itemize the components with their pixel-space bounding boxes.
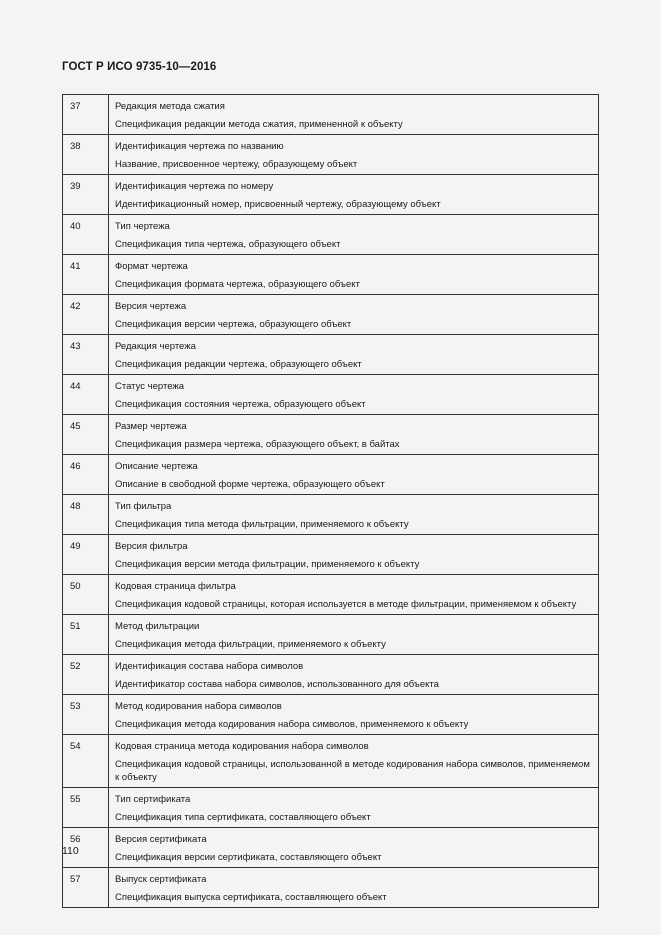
- row-title: Размер чертежа: [115, 421, 187, 432]
- row-description: Спецификация редакции чертежа, образующего объект: [115, 359, 362, 370]
- row-title: Тип фильтра: [115, 501, 172, 512]
- row-content: [109, 295, 599, 335]
- row-description: Идентификационный номер, присвоенный чертежу, образующему объект: [115, 199, 441, 210]
- row-title: Статус чертежа: [115, 381, 185, 392]
- row-title: Кодовая страница фильтра: [115, 581, 236, 592]
- table-row: [63, 335, 599, 375]
- row-description: Спецификация состояния чертежа, образующего объект: [115, 399, 366, 410]
- row-content: [109, 335, 599, 375]
- row-title: Кодовая страница метода кодирования набора символов: [115, 741, 369, 752]
- row-code: 46: [63, 455, 109, 495]
- table-row: [63, 415, 599, 455]
- row-description: Описание в свободной форме чертежа, образующего объект: [115, 479, 385, 490]
- row-description: Спецификация выпуска сертификата, составляющего объект: [115, 892, 387, 903]
- row-code: 37: [63, 95, 109, 135]
- row-description: Спецификация редакции метода сжатия, примененной к объекту: [115, 119, 403, 130]
- row-content: [109, 695, 599, 735]
- table-row: [63, 95, 599, 135]
- row-title: Тип сертификата: [115, 794, 191, 805]
- row-content: [109, 455, 599, 495]
- row-title: Формат чертежа: [115, 261, 188, 272]
- table-row: [63, 735, 599, 788]
- row-code: 56: [63, 828, 109, 868]
- row-content: [109, 655, 599, 695]
- table-row: [63, 255, 599, 295]
- table-row: [63, 695, 599, 735]
- row-description: Спецификация кодовой страницы, использованной в методе кодирования набора символов, применяемом к объекту: [115, 759, 590, 783]
- table-row: [63, 455, 599, 495]
- row-content: [109, 255, 599, 295]
- row-title: Метод фильтрации: [115, 621, 200, 632]
- row-content: [109, 135, 599, 175]
- table-row: [63, 788, 599, 828]
- row-code: 42: [63, 295, 109, 335]
- table-row: [63, 135, 599, 175]
- row-description: Спецификация метода фильтрации, применяемого к объекту: [115, 639, 386, 650]
- row-content: [109, 615, 599, 655]
- row-title: Версия чертежа: [115, 301, 187, 312]
- row-content: [109, 175, 599, 215]
- row-title: Идентификация чертежа по названию: [115, 141, 284, 152]
- row-description: Спецификация типа метода фильтрации, применяемого к объекту: [115, 519, 409, 530]
- row-title: Идентификация состава набора символов: [115, 661, 304, 672]
- table-row: [63, 495, 599, 535]
- table-row: [63, 575, 599, 615]
- table-row: [63, 535, 599, 575]
- row-code: 55: [63, 788, 109, 828]
- table-row: [63, 868, 599, 908]
- document-header: ГОСТ Р ИСО 9735-10—2016: [62, 61, 217, 73]
- row-code: 41: [63, 255, 109, 295]
- row-description: Спецификация размера чертежа, образующего объект, в байтах: [115, 439, 400, 450]
- codes-table-body: [63, 95, 599, 908]
- row-code: 45: [63, 415, 109, 455]
- table-row: [63, 655, 599, 695]
- page-number: 110: [62, 845, 79, 857]
- row-content: [109, 415, 599, 455]
- row-code: 43: [63, 335, 109, 375]
- table-row: [63, 295, 599, 335]
- row-content: [109, 215, 599, 255]
- row-title: Идентификация чертежа по номеру: [115, 181, 274, 192]
- row-description: Спецификация версии сертификата, составляющего объект: [115, 852, 382, 863]
- row-description: Спецификация типа чертежа, образующего объект: [115, 239, 341, 250]
- row-code: 52: [63, 655, 109, 695]
- table-row: [63, 215, 599, 255]
- table-row: [63, 615, 599, 655]
- row-description: Спецификация кодовой страницы, которая используется в методе фильтрации, применяемом к объекту: [115, 599, 577, 610]
- row-description: Спецификация метода кодирования набора символов, применяемого к объекту: [115, 719, 469, 730]
- row-content: [109, 868, 599, 908]
- row-content: [109, 788, 599, 828]
- row-code: 38: [63, 135, 109, 175]
- row-code: 44: [63, 375, 109, 415]
- row-description: Спецификация версии метода фильтрации, применяемого к объекту: [115, 559, 420, 570]
- row-title: Выпуск сертификата: [115, 874, 207, 885]
- row-description: Название, присвоенное чертежу, образующему объект: [115, 159, 358, 170]
- row-content: [109, 495, 599, 535]
- table-row: [63, 175, 599, 215]
- table-row: [63, 375, 599, 415]
- row-title: Описание чертежа: [115, 461, 198, 472]
- row-title: Метод кодирования набора символов: [115, 701, 282, 712]
- row-title: Тип чертежа: [115, 221, 170, 232]
- row-content: [109, 535, 599, 575]
- row-content: [109, 735, 599, 788]
- row-code: 49: [63, 535, 109, 575]
- table-row: [63, 828, 599, 868]
- row-title: Редакция метода сжатия: [115, 101, 225, 112]
- row-code: 53: [63, 695, 109, 735]
- row-description: Спецификация типа сертификата, составляющего объект: [115, 812, 371, 823]
- row-description: Идентификатор состава набора символов, использованного для объекта: [115, 679, 439, 690]
- row-code: 51: [63, 615, 109, 655]
- row-content: [109, 575, 599, 615]
- row-code: 57: [63, 868, 109, 908]
- row-code: 50: [63, 575, 109, 615]
- row-content: [109, 828, 599, 868]
- row-code: 39: [63, 175, 109, 215]
- row-description: Спецификация версии чертежа, образующего объект: [115, 319, 352, 330]
- row-code: 48: [63, 495, 109, 535]
- row-code: 40: [63, 215, 109, 255]
- row-content: [109, 95, 599, 135]
- row-title: Версия фильтра: [115, 541, 188, 552]
- row-title: Версия сертификата: [115, 834, 207, 845]
- row-title: Редакция чертежа: [115, 341, 196, 352]
- row-content: [109, 375, 599, 415]
- codes-table: [62, 94, 599, 908]
- row-description: Спецификация формата чертежа, образующего объект: [115, 279, 360, 290]
- row-code: 54: [63, 735, 109, 788]
